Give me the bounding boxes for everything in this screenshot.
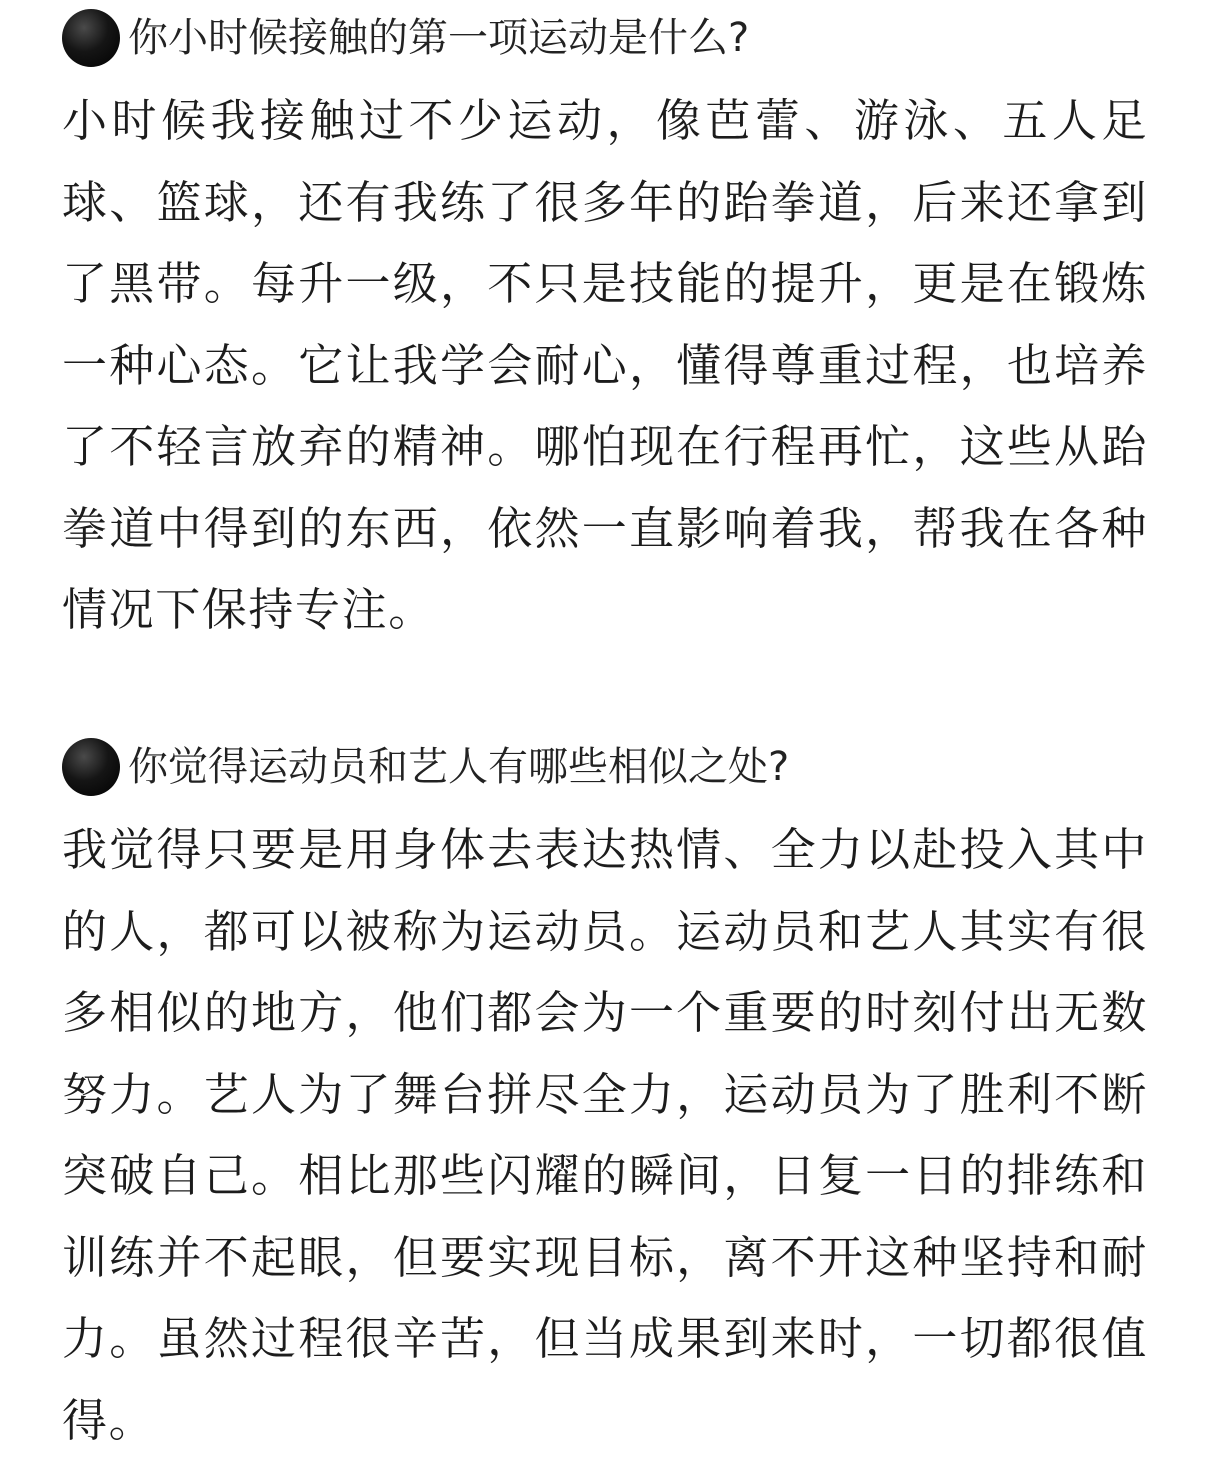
black-circle-icon (62, 738, 120, 796)
answer-paragraph-1: 小时候我接触过不少运动，像芭蕾、游泳、五人足球、篮球，还有我练了很多年的跆拳道，后来还拿到了黑带。每升一级，不只是技能的提升，更是在锻炼一种心态。它让我学会耐心，懂得尊重过程，也培养了不轻言放弃的精神。哪怕现在行程再忙，这些从跆拳道中得到的东西，依然一直影响着我，帮我在各种情况下保持专注。 (62, 94, 1148, 636)
qa-section-1 (62, 0, 1148, 651)
question-text-2: 你觉得运动员和艺人有哪些相似之处? (128, 744, 790, 790)
qa-section-2 (62, 729, 1148, 1461)
question-heading-2 (62, 729, 1148, 805)
question-text-1: 你小时候接触的第一项运动是什么? (128, 15, 750, 61)
black-circle-icon (62, 9, 120, 67)
answer-paragraph-2: 我觉得只要是用身体去表达热情、全力以赴投入其中的人，都可以被称为运动员。运动员和艺人其实有很多相似的地方，他们都会为一个重要的时刻付出无数努力。艺人为了舞台拼尽全力，运动员为了胜利不断突破自己。相比那些闪耀的瞬间，日复一日的排练和训练并不起眼，但要实现目标，离不开这种坚持和耐力。虽然过程很辛苦，但当成果到来时，一切都很值得。 (62, 823, 1148, 1447)
question-heading-1 (62, 0, 1148, 76)
